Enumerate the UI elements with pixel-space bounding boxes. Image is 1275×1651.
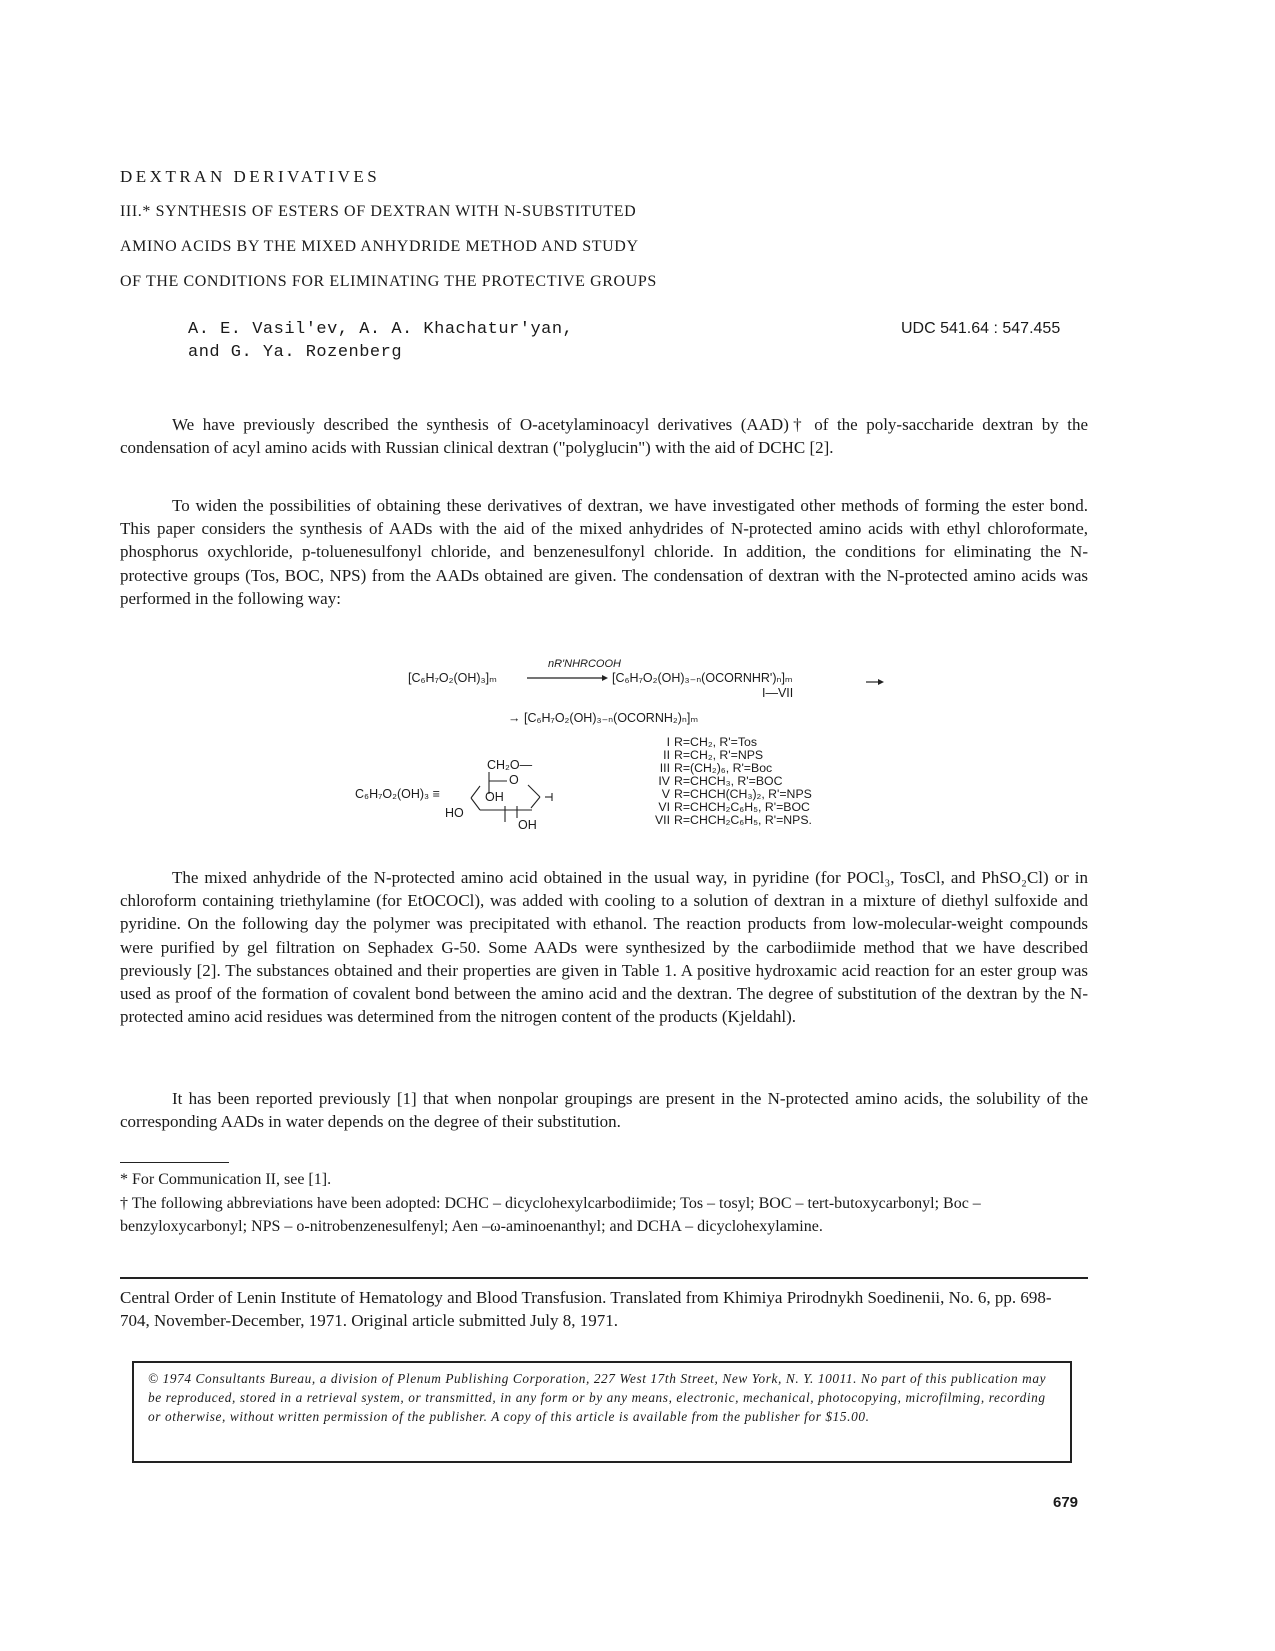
scheme-product-2: → [C₆H₇O₂(OH)₃₋ₙ(OCORNH₂)ₙ]ₘ: [508, 711, 699, 725]
footnote-dagger: † The following abbreviations have been adopted: DCHC – dicyclohexylcarbodiimide; Tos – tosyl; BOC – tert-butoxycarbonyl; Boc – benzyloxycarbonyl; NPS – o-nitrobenzenesulfenyl; Aen –ω-aminoenanthyl; and DCHA – dicyclohexylamine.: [120, 1195, 981, 1235]
substituent-numeral: VI: [658, 800, 670, 814]
paragraph-4: [120, 1087, 1088, 1133]
ring-ho-label: HO: [445, 806, 464, 820]
substituent-definition: R=CHCH₃, R'=BOC: [674, 774, 783, 788]
ring-oh-label-2: OH: [518, 818, 537, 832]
udc-code: UDC 541.64 : 547.455: [901, 320, 1061, 337]
page-number: 679: [1053, 1494, 1079, 1511]
ring-ch2o-label: CH₂O—: [487, 758, 533, 772]
article-title-line-2: AMINO ACIDS BY THE MIXED ANHYDRIDE METHOD AND STUDY: [120, 238, 639, 255]
article-title-line-1: III.* SYNTHESIS OF ESTERS OF DEXTRAN WITH N-SUBSTITUTED: [120, 203, 637, 220]
authors-line-2: and G. Ya. Rozenberg: [188, 343, 403, 362]
reaction-arrow-1-head: [602, 675, 608, 681]
substituent-definition: R=CHCH₂C₆H₅, R'=BOC: [674, 800, 810, 814]
affiliation-note: Central Order of Lenin Institute of Hematology and Blood Transfusion. Translated from Khimiya Prirodnykh Soedinenii, No. 6, pp. 698-704, November-December, 1971. Original article submitted July 8, 1971.: [120, 1288, 1052, 1330]
paragraph-2-text: To widen the possibilities of obtaining these derivatives of dextran, we have investigated other methods of forming the ester bond. This paper considers the synthesis of AADs with the aid of the mixed anhydrides of N-protected amino acids with ethyl chloroformate, phosphorus oxychloride, p-toluenesulfonyl chloride, and benzenesulfonyl chloride. In addition, the conditions for eliminating the N-protective groups (Tos, BOC, NPS) from the AADs obtained are given. The condensation of dextran with the N-protected amino acids was performed in the following way:: [120, 496, 1088, 608]
ring-oxygen-label: O: [509, 773, 519, 787]
footnote-divider: [120, 1162, 229, 1163]
ring-oh-label-1: OH: [485, 790, 504, 804]
substituent-numeral: IV: [658, 774, 670, 788]
substituent-definition: R=(CH₂)₆, R'=Boc: [674, 761, 773, 775]
paragraph-3: [120, 866, 1088, 1028]
scheme-product-1: [C₆H₇O₂(OH)₃₋ₙ(OCORNHR')ₙ]ₘ: [612, 671, 793, 685]
substituent-numeral: VII: [654, 813, 670, 827]
paragraph-3-text: The mixed anhydride of the N-protected amino acid obtained in the usual way, in pyridine (for POCl₃, TosCl, and PhSO₂Cl) or in chloroform containing triethylamine (for EtOCOCl), was added with cooling to a solution of dextran in a mixture of diethyl sulfoxide and pyridine. On the following day the polymer was precipitated with ethanol. The reaction products from low-molecular-weight compounds were purified by gel filtration on Sephadex G-50. Some AADs were synthesized by the carbodiimide method that we have described previously [2]. The substances obtained and their properties are given in Table 1. A positive hydroxamic acid reaction for an ester group was used as proof of the formation of covalent bond between the amino acid and the dextran. The degree of substitution of the dextran by the N-protected amino acid residues was determined from the nitrogen content of the products (Kjeldahl).: [120, 868, 1088, 1027]
substituent-row: [648, 814, 812, 827]
substituent-numeral: III: [659, 761, 670, 775]
substituent-definition: R=CH₂, R'=NPS: [674, 748, 764, 762]
substituent-definition: R=CHCH(CH₃)₂, R'=NPS: [674, 787, 812, 801]
scheme-product-1-label: I—VII: [762, 686, 794, 700]
paragraph-4-text: It has been reported previously [1] that when nonpolar groupings are present in the N-protected amino acids, the solubility of the corresponding AADs in water depends on the degree of their substitution.: [120, 1089, 1088, 1132]
substituent-list: [648, 736, 812, 827]
authors-line-1: A. E. Vasil'ev, A. A. Khachatur'yan,: [188, 320, 574, 339]
substituent-definition: R=CH₂, R'=Tos: [674, 735, 757, 749]
copyright-notice: © 1974 Consultants Bureau, a division of Plenum Publishing Corporation, 227 West 17th Street, New York, N. Y. 10011. No part of this publication may be reproduced, stored in a retrieval system, or transmitted, in any form or by any means, electronic, mechanical, photocopying, microfilming, recording or otherwise, without written permission of the publisher. A copy of this article is available from the publisher for $15.00.: [148, 1371, 1047, 1424]
scheme-reagent: nR'NHRCOOH: [548, 658, 621, 670]
article-title-line-3: OF THE CONDITIONS FOR ELIMINATING THE PROTECTIVE GROUPS: [120, 273, 657, 290]
scheme-definition-left: C₆H₇O₂(OH)₃ ≡: [355, 787, 440, 801]
substituent-numeral: I: [666, 735, 670, 749]
affiliation-divider: [120, 1277, 1088, 1279]
footnote-star: * For Communication II, see [1].: [120, 1171, 332, 1188]
scheme-reactant: [C₆H₇O₂(OH)₃]ₘ: [408, 671, 497, 685]
series-title: DEXTRAN DERIVATIVES: [120, 167, 381, 186]
reaction-arrow-2-head: [878, 679, 884, 685]
substituent-numeral: II: [663, 748, 670, 762]
substituent-numeral: V: [661, 787, 670, 801]
substituent-definition: R=CHCH₂C₆H₅, R'=NPS.: [674, 813, 812, 827]
paragraph-1-text: We have previously described the synthesis of O-acetylaminoacyl derivatives (AAD)† of the poly-saccharide dextran by the condensation of acyl amino acids with Russian clinical dextran ("polyglucin") with the aid of DCHC [2].: [120, 415, 1088, 458]
